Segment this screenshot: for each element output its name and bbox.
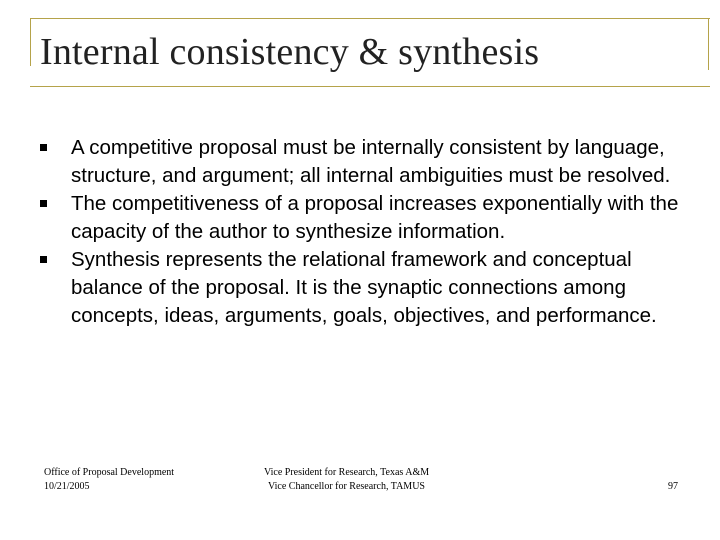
slide-frame-left-rule (30, 18, 31, 66)
bullet-text: A competitive proposal must be internally consistent by language, structure, and argument; all internal ambiguities must be resolved. (71, 136, 671, 187)
footer-office (44, 466, 174, 494)
square-bullet-icon (40, 144, 47, 151)
title-underline-rule (30, 86, 710, 87)
slide-title: Internal consistency & synthesis (40, 31, 540, 73)
page-number: 97 (668, 481, 678, 492)
slide-frame-right-rule (708, 18, 709, 70)
slide-frame-top-rule (30, 18, 710, 19)
bullet-list (40, 134, 680, 330)
bullet-item (40, 134, 680, 190)
square-bullet-icon (40, 256, 47, 263)
square-bullet-icon (40, 200, 47, 207)
footer-date: 10/21/2005 (44, 481, 90, 492)
footer-office-name: Office of Proposal Development (44, 467, 175, 478)
bullet-item (40, 246, 680, 330)
footer-affiliation-line-1: Vice President for Research, Texas A&M (264, 467, 430, 478)
bullet-text: The competitiveness of a proposal increases exponentially with the capacity of the author to synthesize information. (71, 192, 679, 243)
footer-affiliation-line-2: Vice Chancellor for Research, TAMUS (268, 481, 425, 492)
footer-affiliation (264, 466, 464, 494)
bullet-item (40, 190, 680, 246)
bullet-text: Synthesis represents the relational framework and conceptual balance of the proposal. It is the synaptic connections among concepts, ideas, arguments, goals, objectives, and performance. (71, 248, 657, 327)
